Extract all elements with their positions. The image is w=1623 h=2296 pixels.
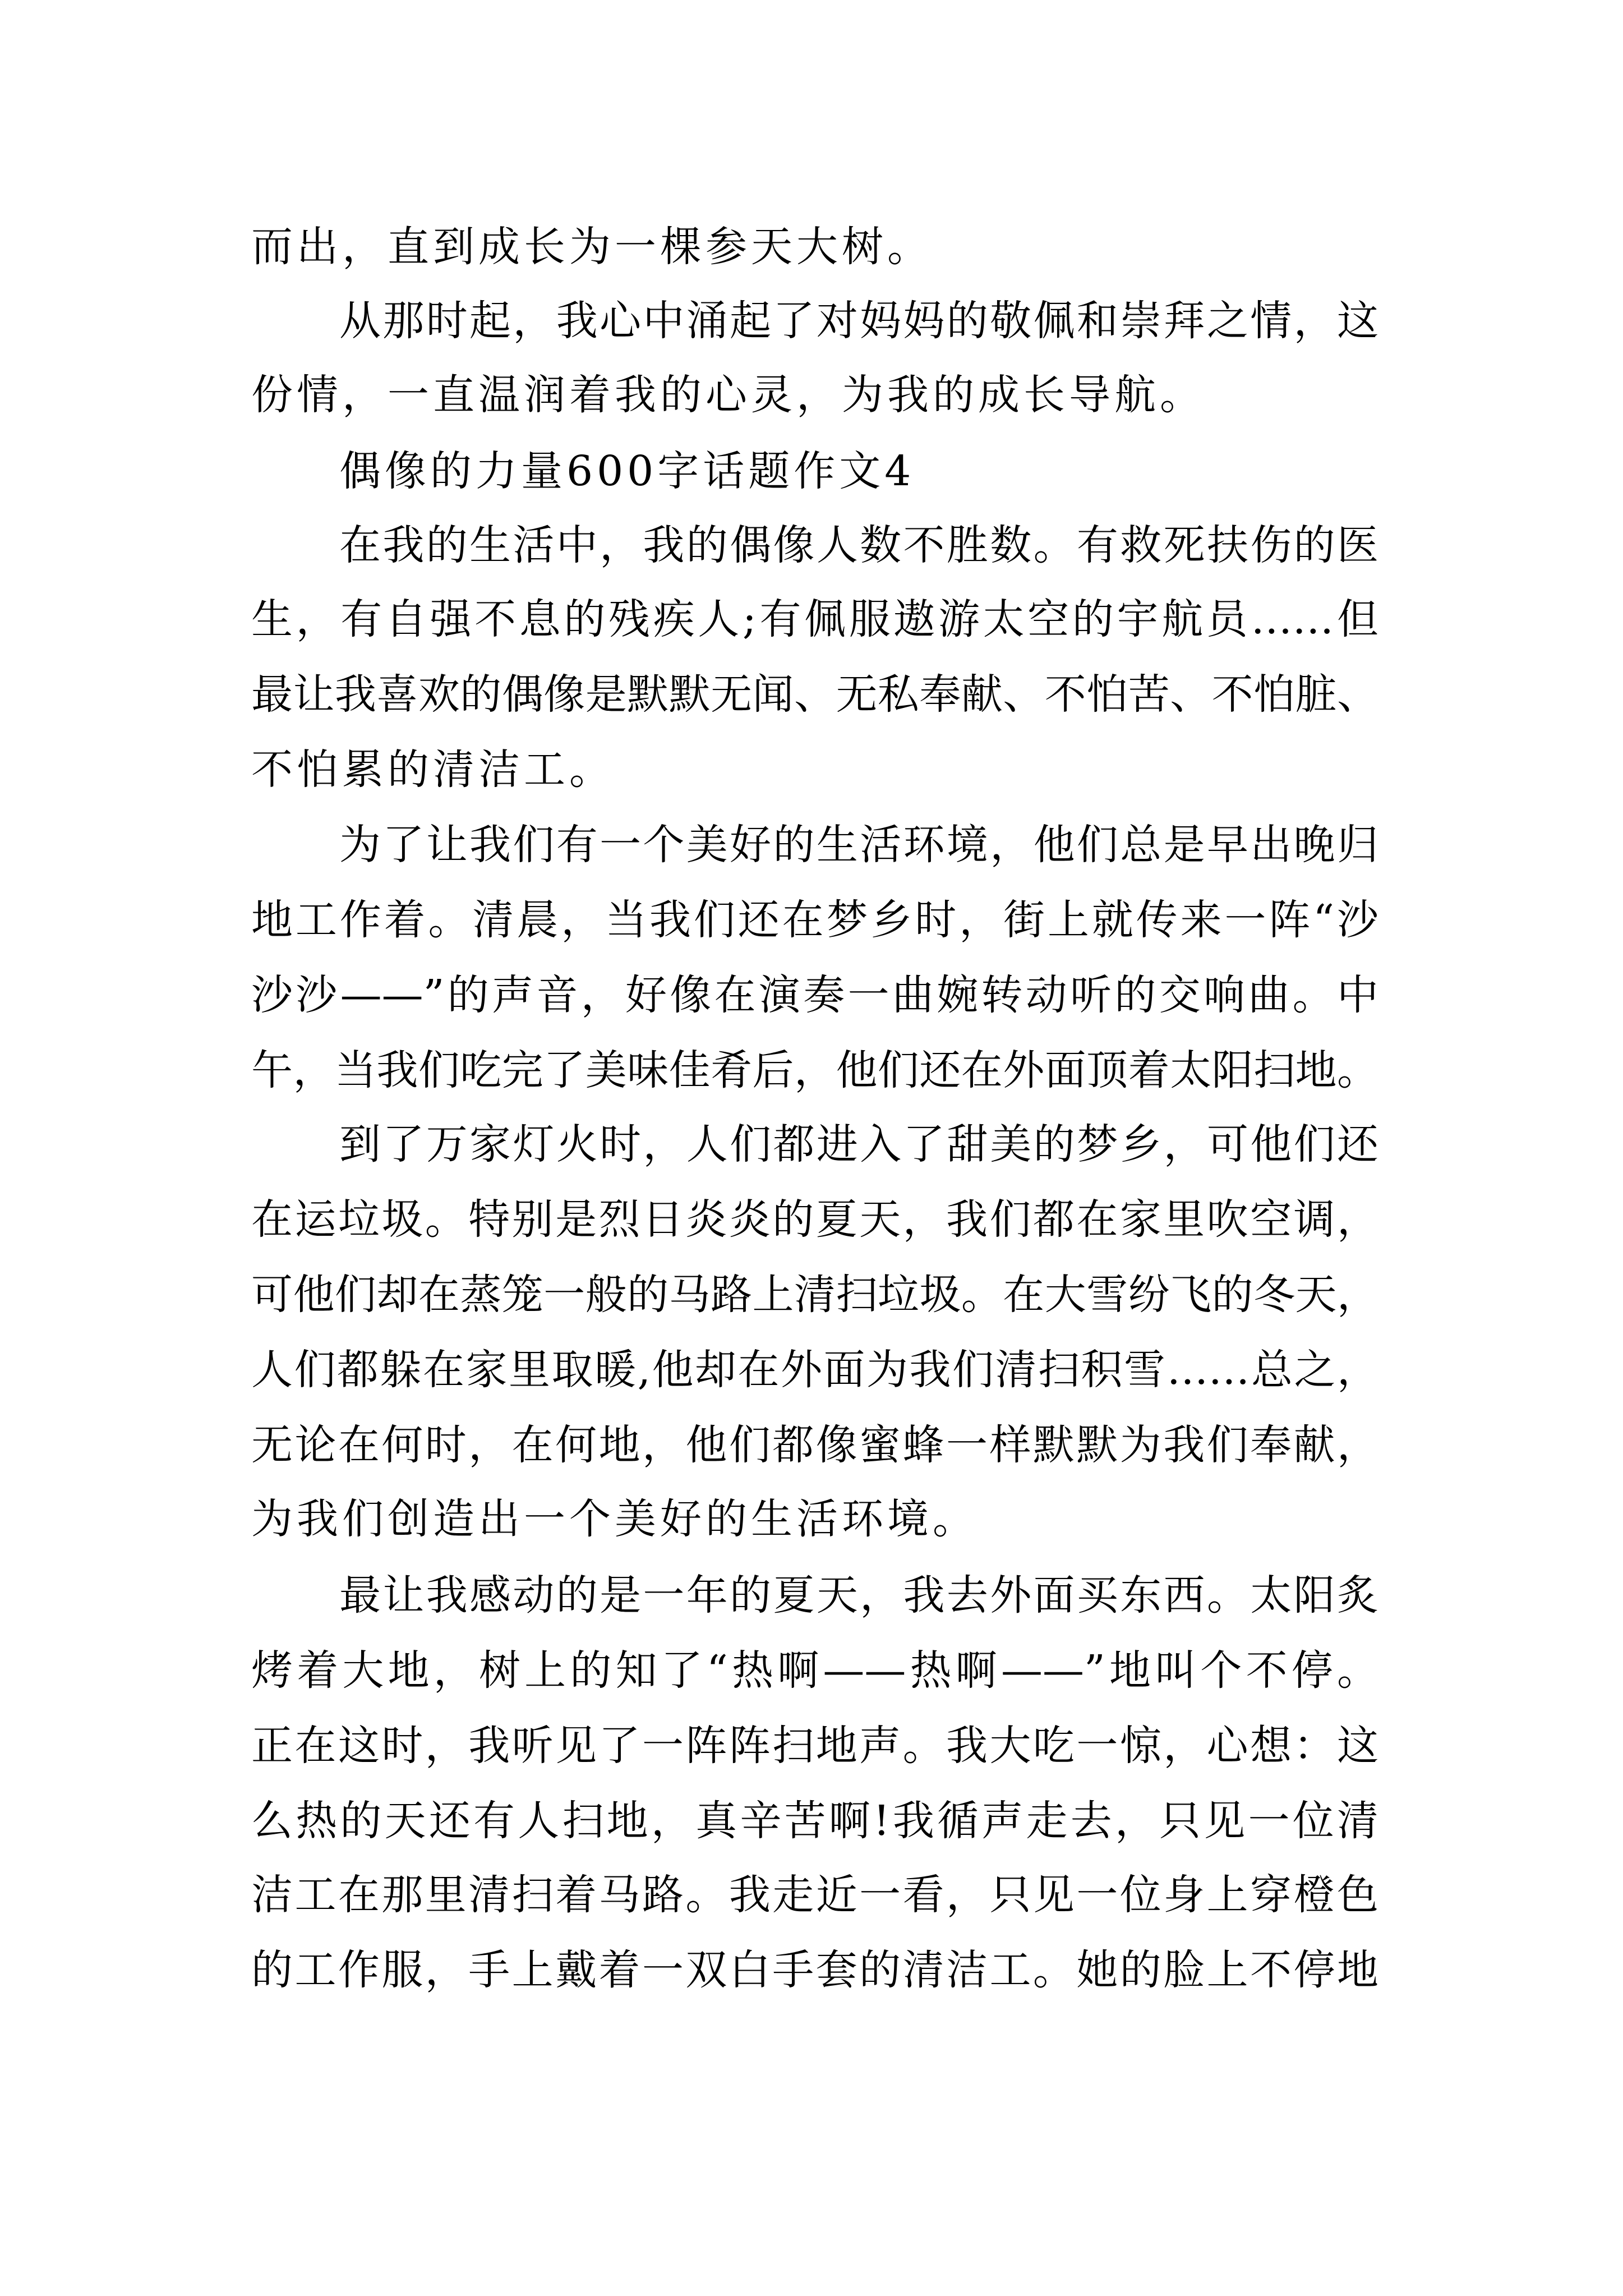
text-line: 烤着大地，树上的知了“热啊——热啊——”地叫个不停。 <box>251 1646 1378 1695</box>
text-line: 从那时起，我心中涌起了对妈妈的敬佩和崇拜之情，这 <box>339 297 1378 345</box>
section-heading: 偶像的力量600字话题作文4 <box>339 447 915 495</box>
text-line: 洁工在那里清扫着马路。我走近一看，只见一位身上穿橙色 <box>251 1871 1378 1919</box>
text-line: 午，当我们吃完了美味佳肴后，他们还在外面顶着太阳扫地。 <box>251 1046 1378 1094</box>
text-line: 沙沙——”的声音，好像在演奏一曲婉转动听的交响曲。中 <box>251 971 1378 1019</box>
text-line: 最让我喜欢的偶像是默默无闻、无私奉献、不怕苦、不怕脏、 <box>251 670 1378 719</box>
text-line: 地工作着。清晨，当我们还在梦乡时，街上就传来一阵“沙 <box>251 896 1378 944</box>
text-line: 生，有自强不息的残疾人;有佩服遨游太空的宇航员……但 <box>251 595 1378 643</box>
text-line: 最让我感动的是一年的夏天，我去外面买东西。太阳炙 <box>339 1571 1378 1619</box>
text-line: 无论在何时，在何地，他们都像蜜蜂一样默默为我们奉献， <box>251 1421 1378 1469</box>
text-line: 在运垃圾。特别是烈日炎炎的夏天，我们都在家里吹空调， <box>251 1195 1378 1244</box>
text-line: 不怕累的清洁工。 <box>251 746 615 794</box>
text-line: 而出，直到成长为一棵参天大树。 <box>251 223 933 271</box>
text-line: 在我的生活中，我的偶像人数不胜数。有救死扶伤的医 <box>339 521 1378 569</box>
text-line: 到了万家灯火时，人们都进入了甜美的梦乡，可他们还 <box>339 1120 1378 1168</box>
text-line: 人们都躲在家里取暖,他却在外面为我们清扫积雪……总之， <box>251 1346 1378 1394</box>
text-line: 可他们却在蒸笼一般的马路上清扫垃圾。在大雪纷飞的冬天， <box>251 1271 1378 1319</box>
text-line: 正在这时，我听见了一阵阵扫地声。我大吃一惊，心想：这 <box>251 1722 1378 1770</box>
text-line: 的工作服，手上戴着一双白手套的清洁工。她的脸上不停地 <box>251 1946 1378 1994</box>
text-line: 么热的天还有人扫地，真辛苦啊!我循声走去，只见一位清 <box>251 1797 1378 1845</box>
text-line: 为了让我们有一个美好的生活环境，他们总是早出晚归 <box>339 821 1378 869</box>
text-line: 为我们创造出一个美好的生活环境。 <box>251 1495 978 1543</box>
text-line: 份情，一直温润着我的心灵，为我的成长导航。 <box>251 371 1205 419</box>
